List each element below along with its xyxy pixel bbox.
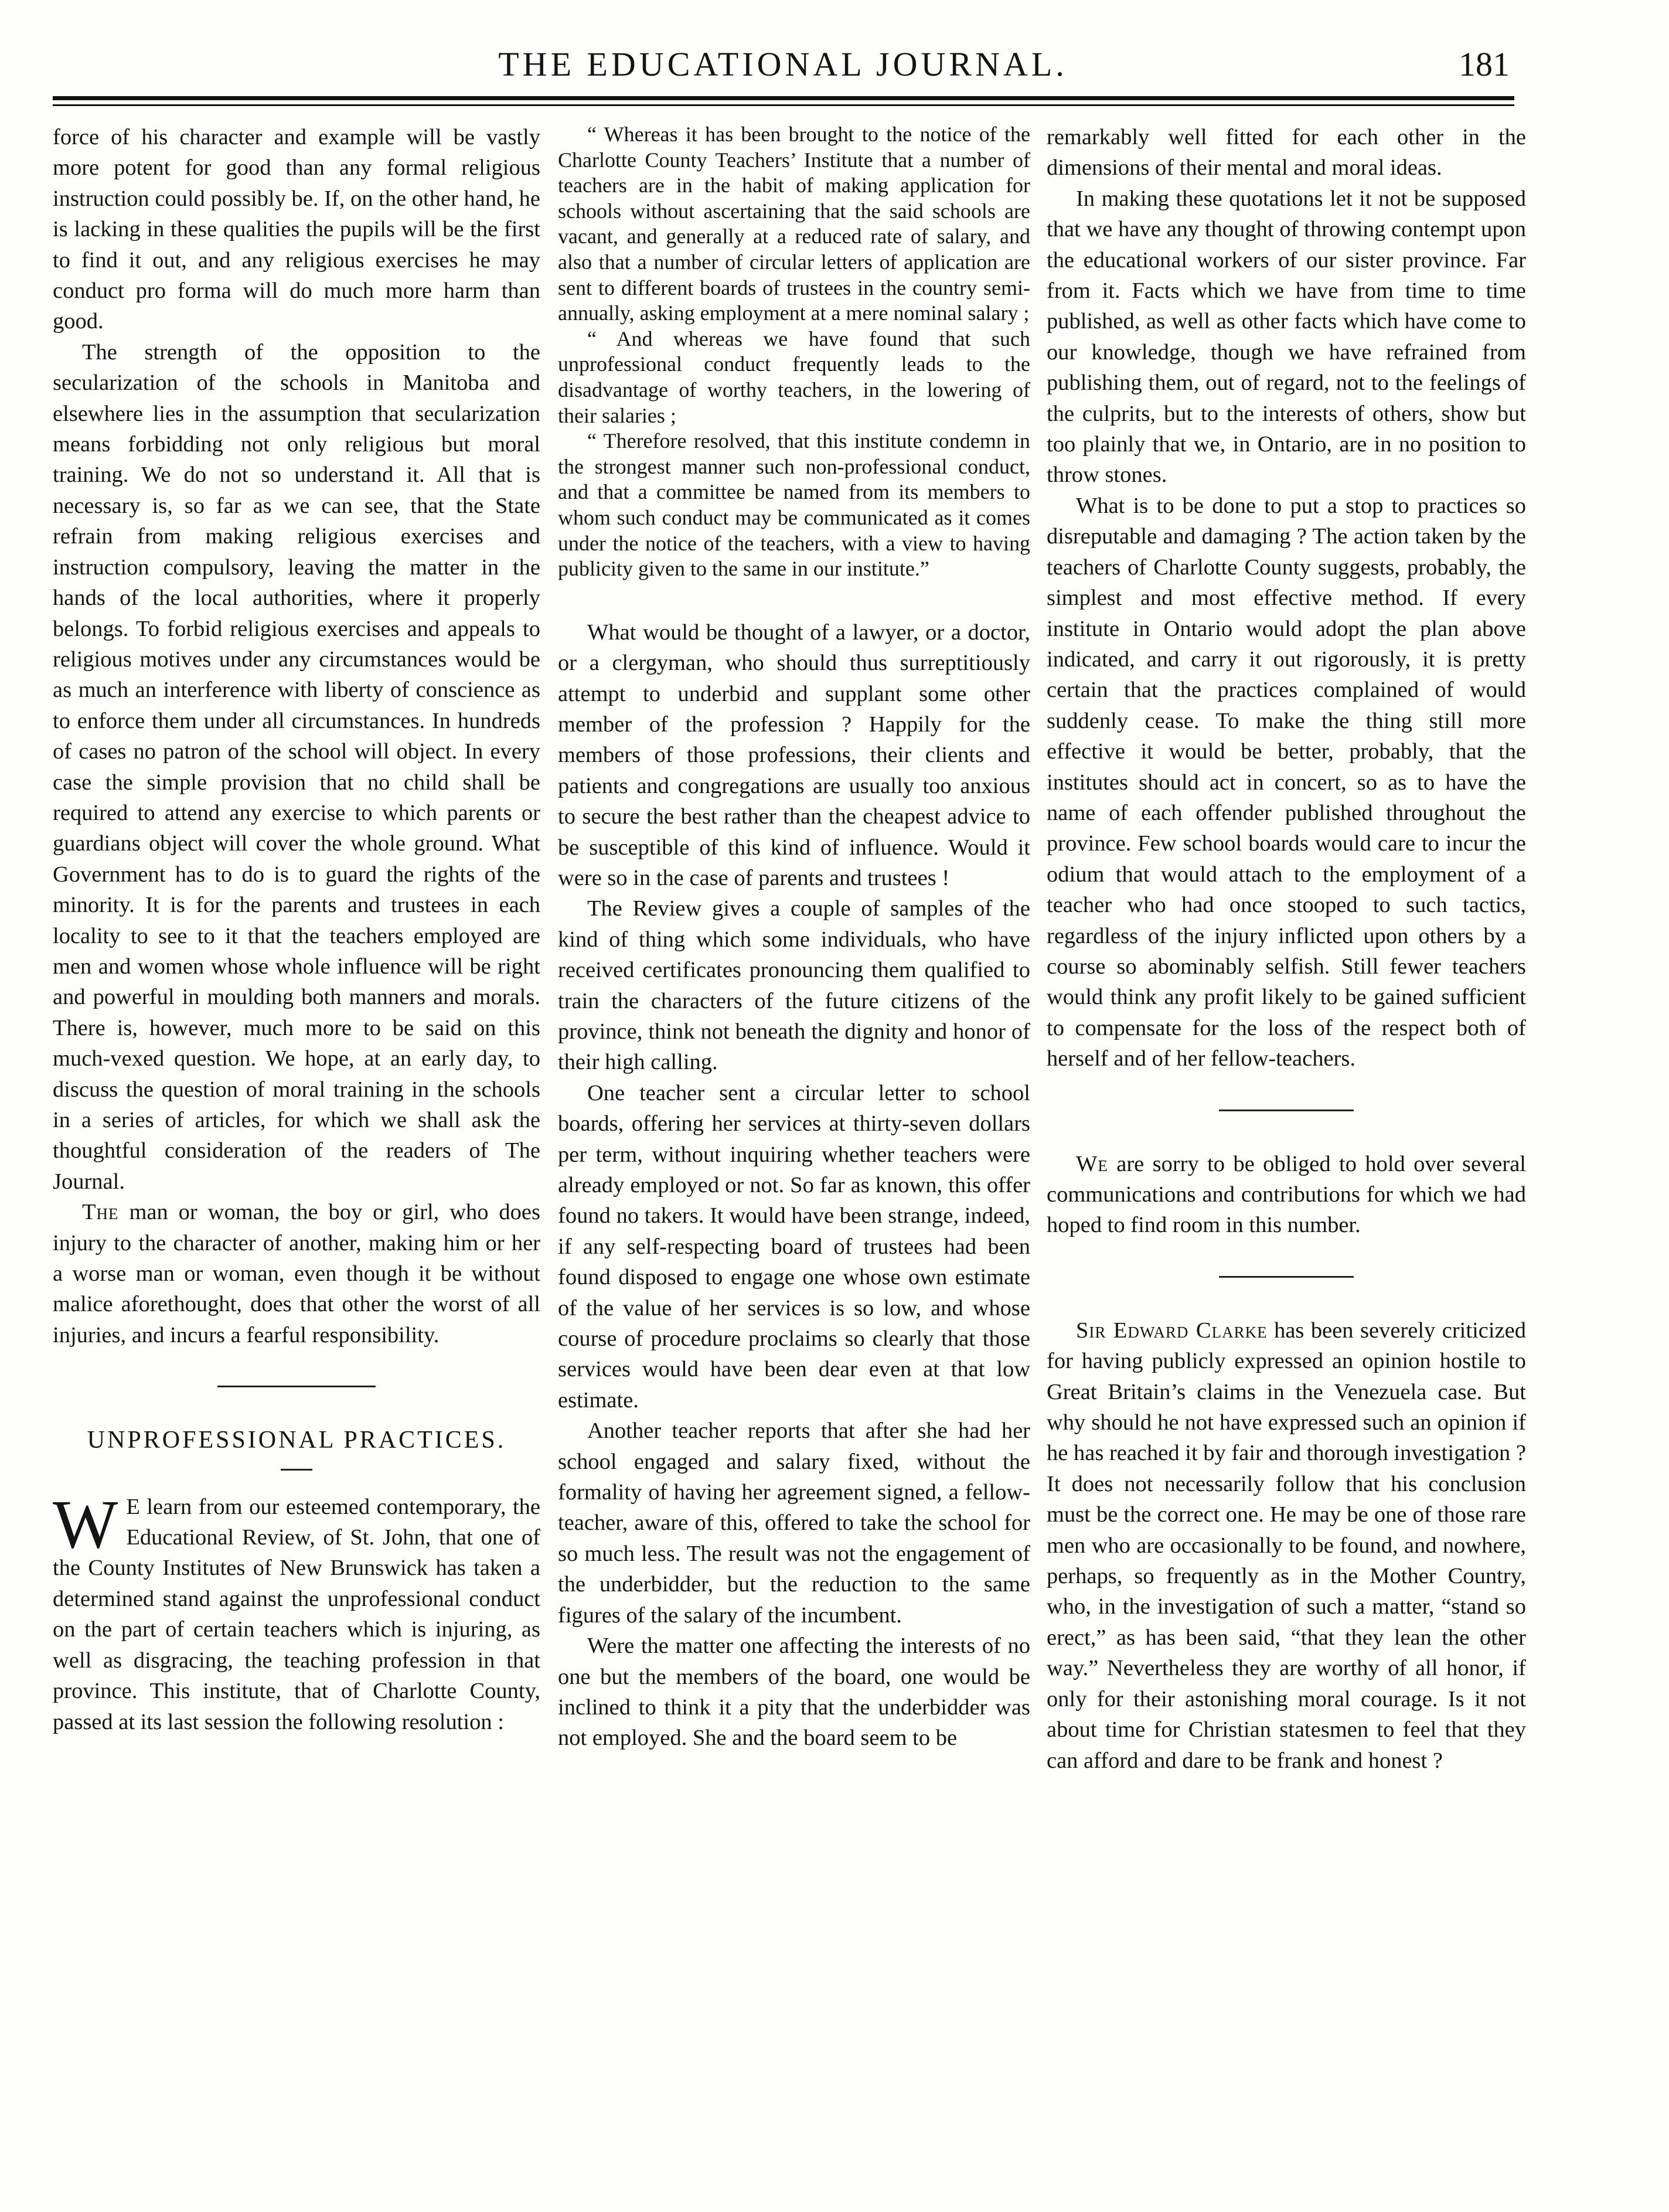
paragraph: [1047, 1149, 1526, 1241]
lead-paragraph: [53, 1485, 540, 1737]
paragraph: The Review gives a couple of samples of the kind of thing which some individuals, who have received certificates pronouncing them qualified to train the characters of the future citizens of the province, think not beneath the dignity and honor of their high calling.: [558, 896, 1030, 1075]
paragraph: The strength of the opposition to the secularization of the schools in Manitoba and elsewhere lies in the assumption that secularization means forbidding not only religious but moral training. We do not so understand it. All that is necessary is, so far as we can see, that the State refrain from making religious exercises and instruction compulsory, leaving the matter in the hands of the local authorities, where it properly belongs. To forbid religious exercises and appeals to religious motives under any circumstances would be as much an interference with liberty of conscience as to enforce them under all circumstances. In hundreds of cases no patron of the school will object. In every case the simple provision that no child shall be required to attend any exercise to which parents or guardians object will cover the whole ground. What Government has to do is to guard the rights of the minority. It is for the parents and trustees in each locality to see to it that the teachers employed are men and women whose whole influence will be right and powerful in moulding both manners and morals. There is, however, much more to be said on this much-vexed question. We hope, at an early day, to discuss the question of moral training in the schools in a series of articles, for which we shall ask the thoughtful consideration of the readers of The Journal.: [53, 339, 540, 1194]
resolution-quote: “ And whereas we have found that such unprofessional conduct frequently leads to the disadvantage of worthy teachers, in the lowering of their salaries ;: [558, 326, 1030, 427]
section-heading: UNPROFESSIONAL PRACTICES.: [87, 1427, 506, 1454]
resolution-quote: “ Whereas it has been brought to the notice of the Charlotte County Teachers’ Institute that a number of teachers are in the habit of making application for schools without ascertaining that the said schools are vacant, and generally at a reduced rate of salary, and also that a number of circular letters of application are sent to different boards of trustees in the country semi-annually, asking employment at a mere nominal salary ;: [558, 122, 1030, 325]
header-rule-thin: [53, 104, 1514, 106]
paragraph: Another teacher reports that after she had her school engaged and salary fixed, without the formality of having her agreement signed, a fellow-teacher, aware of this, offered to take the school for so much less. The result was not the engagement of the underbidder, but the reduction to the same figures of the salary of the incumbent.: [558, 1418, 1030, 1628]
page-number: 181: [1459, 45, 1510, 83]
resolution-quote: “ Therefore resolved, that this institute condemn in the strongest manner such non-professional conduct, and that a committee be named from its members to whom such conduct may be communicated as it comes under the notice of the teachers, with a view to having publicity given to the same in our institute.”: [558, 429, 1030, 581]
paragraph-body: E learn from our esteemed contemporary, the Educational Review, of St. John, that one of the County Institutes of New Brunswick has taken a determined stand against the unprofessional conduct on the part of certain teachers which is injuring, as well as disgracing, the teaching profession in that province. This institute, that of Charlotte County, passed at its last session the following resolution :: [53, 1494, 540, 1734]
heading-rule: [281, 1469, 312, 1471]
paragraph: [1047, 1315, 1526, 1776]
paragraph: What is to be done to put a stop to practices so disreputable and damaging ? The action taken by the teachers of Charlotte County suggests, probably, the simplest and most effective method. If every institute in Ontario would adopt the plan above indicated, and carry it out rigorously, it is pretty certain that the practices complained of would suddenly cease. To make the thing still more effective it would be better, probably, that the institutes should act in concert, so as to have the name of each offender published throughout the province. Few school boards would care to incur the odium that would attach to the employment of a teacher who had once stooped to such tactics, regardless of the injury inflicted upon others by a course so abominably selfish. Still fewer teachers would think any profit likely to be gained sufficient to compensate for the loss of the respect both of herself and of her fellow-teachers.: [1047, 493, 1526, 1071]
paragraph: One teacher sent a circular letter to school boards, offering her services at thirty-seven dollars per term, without inquiring whether teachers were already employed or not. So far as known, this offer found no takers. It would have been strange, indeed, if any self-respecting board of trustees had been found disposed to engage one whose own estimate of the value of her services is so low, and whose course of procedure proclaims so clearly that those services would have been dear even at that low estimate.: [558, 1080, 1030, 1413]
paragraph-body: are sorry to be obliged to hold over several communications and contributions for which we had hoped to find room in this number.: [1047, 1151, 1526, 1238]
section-divider: [1219, 1276, 1354, 1278]
paragraph: In making these quotations let it not be supposed that we have any thought of throwing contempt upon the educational workers of our sister province. Far from it. Facts which we have from time to time published, as well as other facts which have come to our knowledge, though we have refrained from publishing them, out of regard, not to the feelings of the culprits, but to the interests of others, show but too plainly that we, in Ontario, are in no position to throw stones.: [1047, 186, 1526, 488]
paragraph-lead: We: [1076, 1151, 1108, 1176]
paragraph: Were the matter one affecting the interests of no one but the members of the board, one would be inclined to think it a pity that the underbidder was not employed. She and the board seem to be: [558, 1634, 1030, 1751]
section-divider: [217, 1386, 376, 1387]
header-rule-thick: [53, 96, 1514, 100]
column-middle: [558, 122, 1030, 2173]
paragraph: remarkably well fitted for each other in the dimensions of their mental and moral ideas.: [1047, 125, 1526, 181]
paragraph-lead: The: [82, 1200, 119, 1225]
paragraph: force of his character and example will be vastly more potent for good than any formal religious instruction could possibly be. If, on the other hand, he is lacking in these qualities the pupils will be the first to find it out, and any religious exercises he may conduct pro forma will do much more harm than good.: [53, 125, 540, 334]
journal-title: THE EDUCATIONAL JOURNAL.: [498, 45, 1068, 83]
paragraph: [53, 1197, 540, 1350]
paragraph: What would be thought of a lawyer, or a doctor, or a clergyman, who should thus surreptitiously attempt to underbid and supplant some other member of the profession ? Happily for the members of those professions, their clients and patients and congregations are usually too anxious to secure the best rather than the cheapest advice to be susceptible of this kind of influence. Would it were so in the case of parents and trustees !: [558, 620, 1030, 890]
section-divider: [1219, 1110, 1354, 1111]
spacer: [558, 582, 1030, 617]
paragraph-lead: Sir Edward Clarke: [1076, 1318, 1268, 1343]
masthead: [56, 36, 1510, 89]
paragraph-body: man or woman, the boy or girl, who does injury to the character of another, making him or her a worse man or woman, even though it be without malice aforethought, does that other the worst of all injuries, and incurs a fearful responsibility.: [53, 1200, 540, 1347]
paragraph-body: has been severely criticized for having publicly expressed an opinion hostile to Great Britain’s claims in the Venezuela case. But why should he not have expressed such an opinion if he has reached it by fair and thorough investigation ? It does not necessarily follow that his conclusion must be the correct one. He may be one of those rare men who are occasionally to be found, and nowhere, perhaps, so frequently as in the Mother Country, who, in the investigation of such a matter, “stand so erect,” as has been said, “that they lean the other way.” Nevertheless they are worthy of all honor, if only for their astonishing moral courage. Is it not about time for Christian statesmen to feel that they can afford and dare to be frank and honest ?: [1047, 1318, 1526, 1773]
column-right: [1047, 122, 1526, 2173]
column-left: [53, 122, 540, 2173]
drop-cap: W: [53, 1485, 118, 1563]
